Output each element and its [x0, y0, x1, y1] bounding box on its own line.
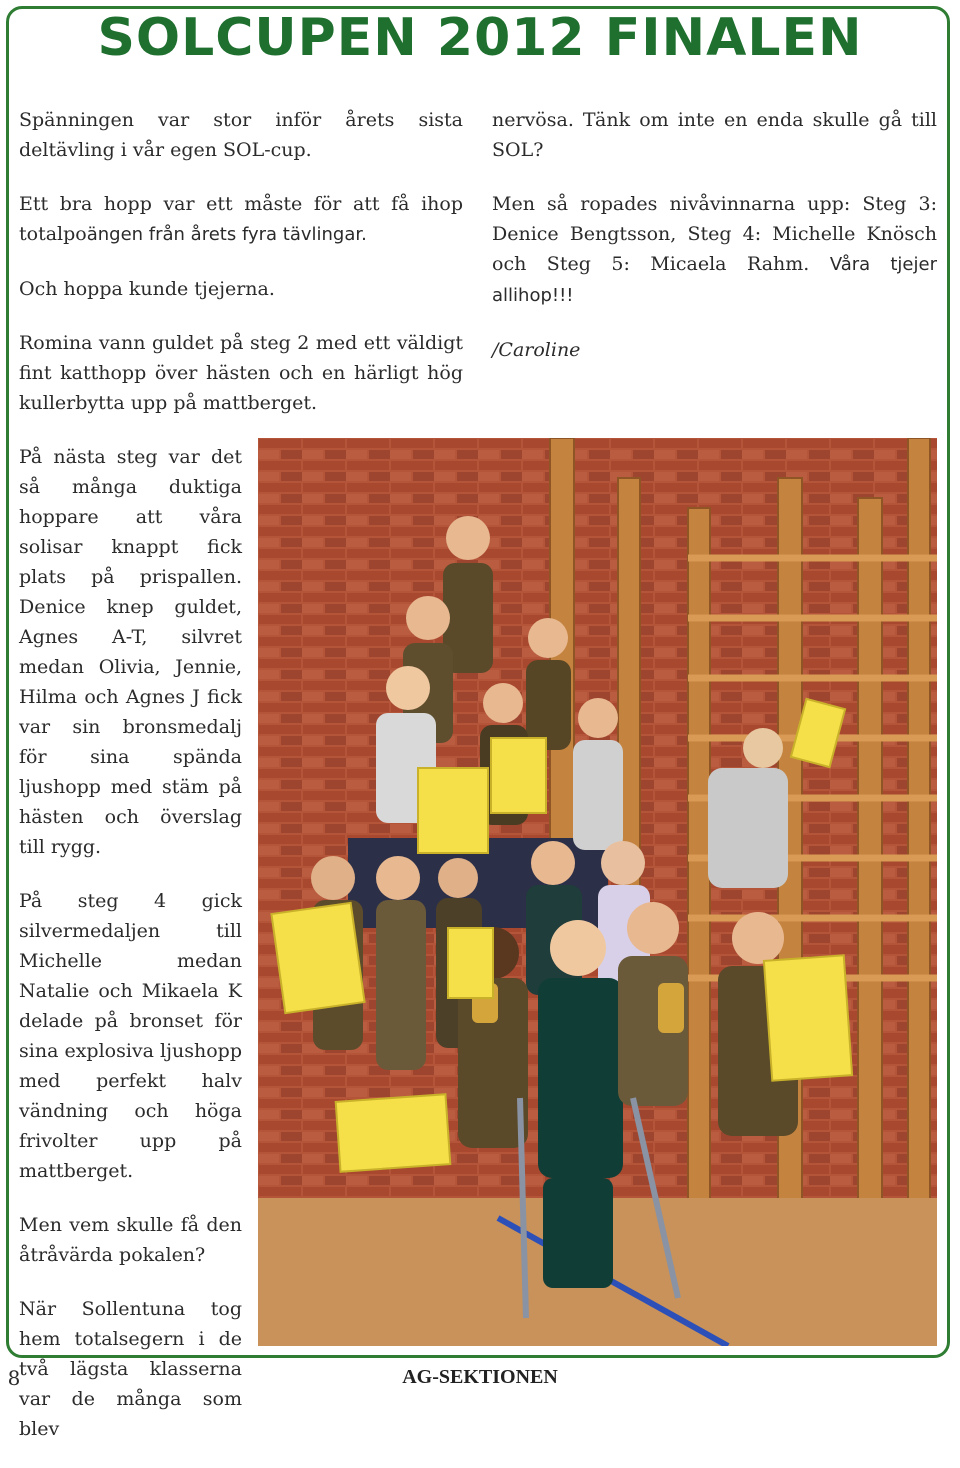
paragraph-jump-serif: Ett bra hopp var ett måste för att få ihop totalpo: [19, 193, 463, 245]
paragraph-winners-serif: Men så ropades nivåvinnarna upp: Steg 3: Denice Bengtsson, Steg 4: Michelle Knösch och Steg 5: Micaela Rahm.: [492, 193, 937, 275]
paragraph-winners-sans: Våra tjejer allihop!!!: [492, 254, 937, 306]
signature: /Caroline: [492, 339, 581, 361]
left-top-column: [19, 105, 463, 442]
paragraph-jumping: Och hoppa kunde tjejerna.: [19, 278, 275, 300]
paragraph-winners: [492, 189, 937, 311]
page-number: 8: [7, 1366, 21, 1390]
team-photo: [258, 438, 937, 1346]
paragraph-jump: [19, 189, 463, 250]
paragraph-nervous: nervösa. Tänk om inte en enda skulle gå till SOL?: [492, 109, 937, 161]
paragraph-intro: Spänningen var stor inför årets sista deltävling i vår egen SOL-cup.: [19, 109, 463, 161]
narrow-column: [19, 442, 242, 1468]
page-title: SOLCUPEN 2012 FINALEN: [97, 8, 863, 68]
paragraph-romina: Romina vann guldet på steg 2 med ett väldigt fint katthopp över hästen och en härligt hög kullerbytta upp på mattberget.: [19, 332, 463, 414]
paragraph-question: Men vem skulle få den åtråvärda pokalen?: [19, 1214, 242, 1266]
paragraph-sollentuna: När Sollentuna tog hem totalsegern i de två lägsta klasserna var de många som blev: [19, 1298, 242, 1440]
paragraph-step4: På steg 4 gick silvermedaljen till Michelle medan Natalie och Mikaela K delade på bronset för sina explosiva ljushopp med perfekt halv vändning och höga frivolter upp på mattberget.: [19, 890, 242, 1182]
paragraph-step3: På nästa steg var det så många duktiga hoppare att våra solisar knappt fick plats på prispallen. Denice knep guldet, Agnes A-T, silvret medan Olivia, Jennie, Hilma och Agnes J fick var sin bronsmedalj för sina spända ljushopp med stäm på hästen och överslag till rygg.: [19, 446, 242, 858]
right-column: [492, 105, 937, 389]
team-photo-illustration: [258, 438, 937, 1346]
paragraph-jump-sans: ängen från årets fyra tävlingar.: [86, 224, 367, 245]
footer-section-name: AG-SEKTIONEN: [402, 1366, 558, 1388]
